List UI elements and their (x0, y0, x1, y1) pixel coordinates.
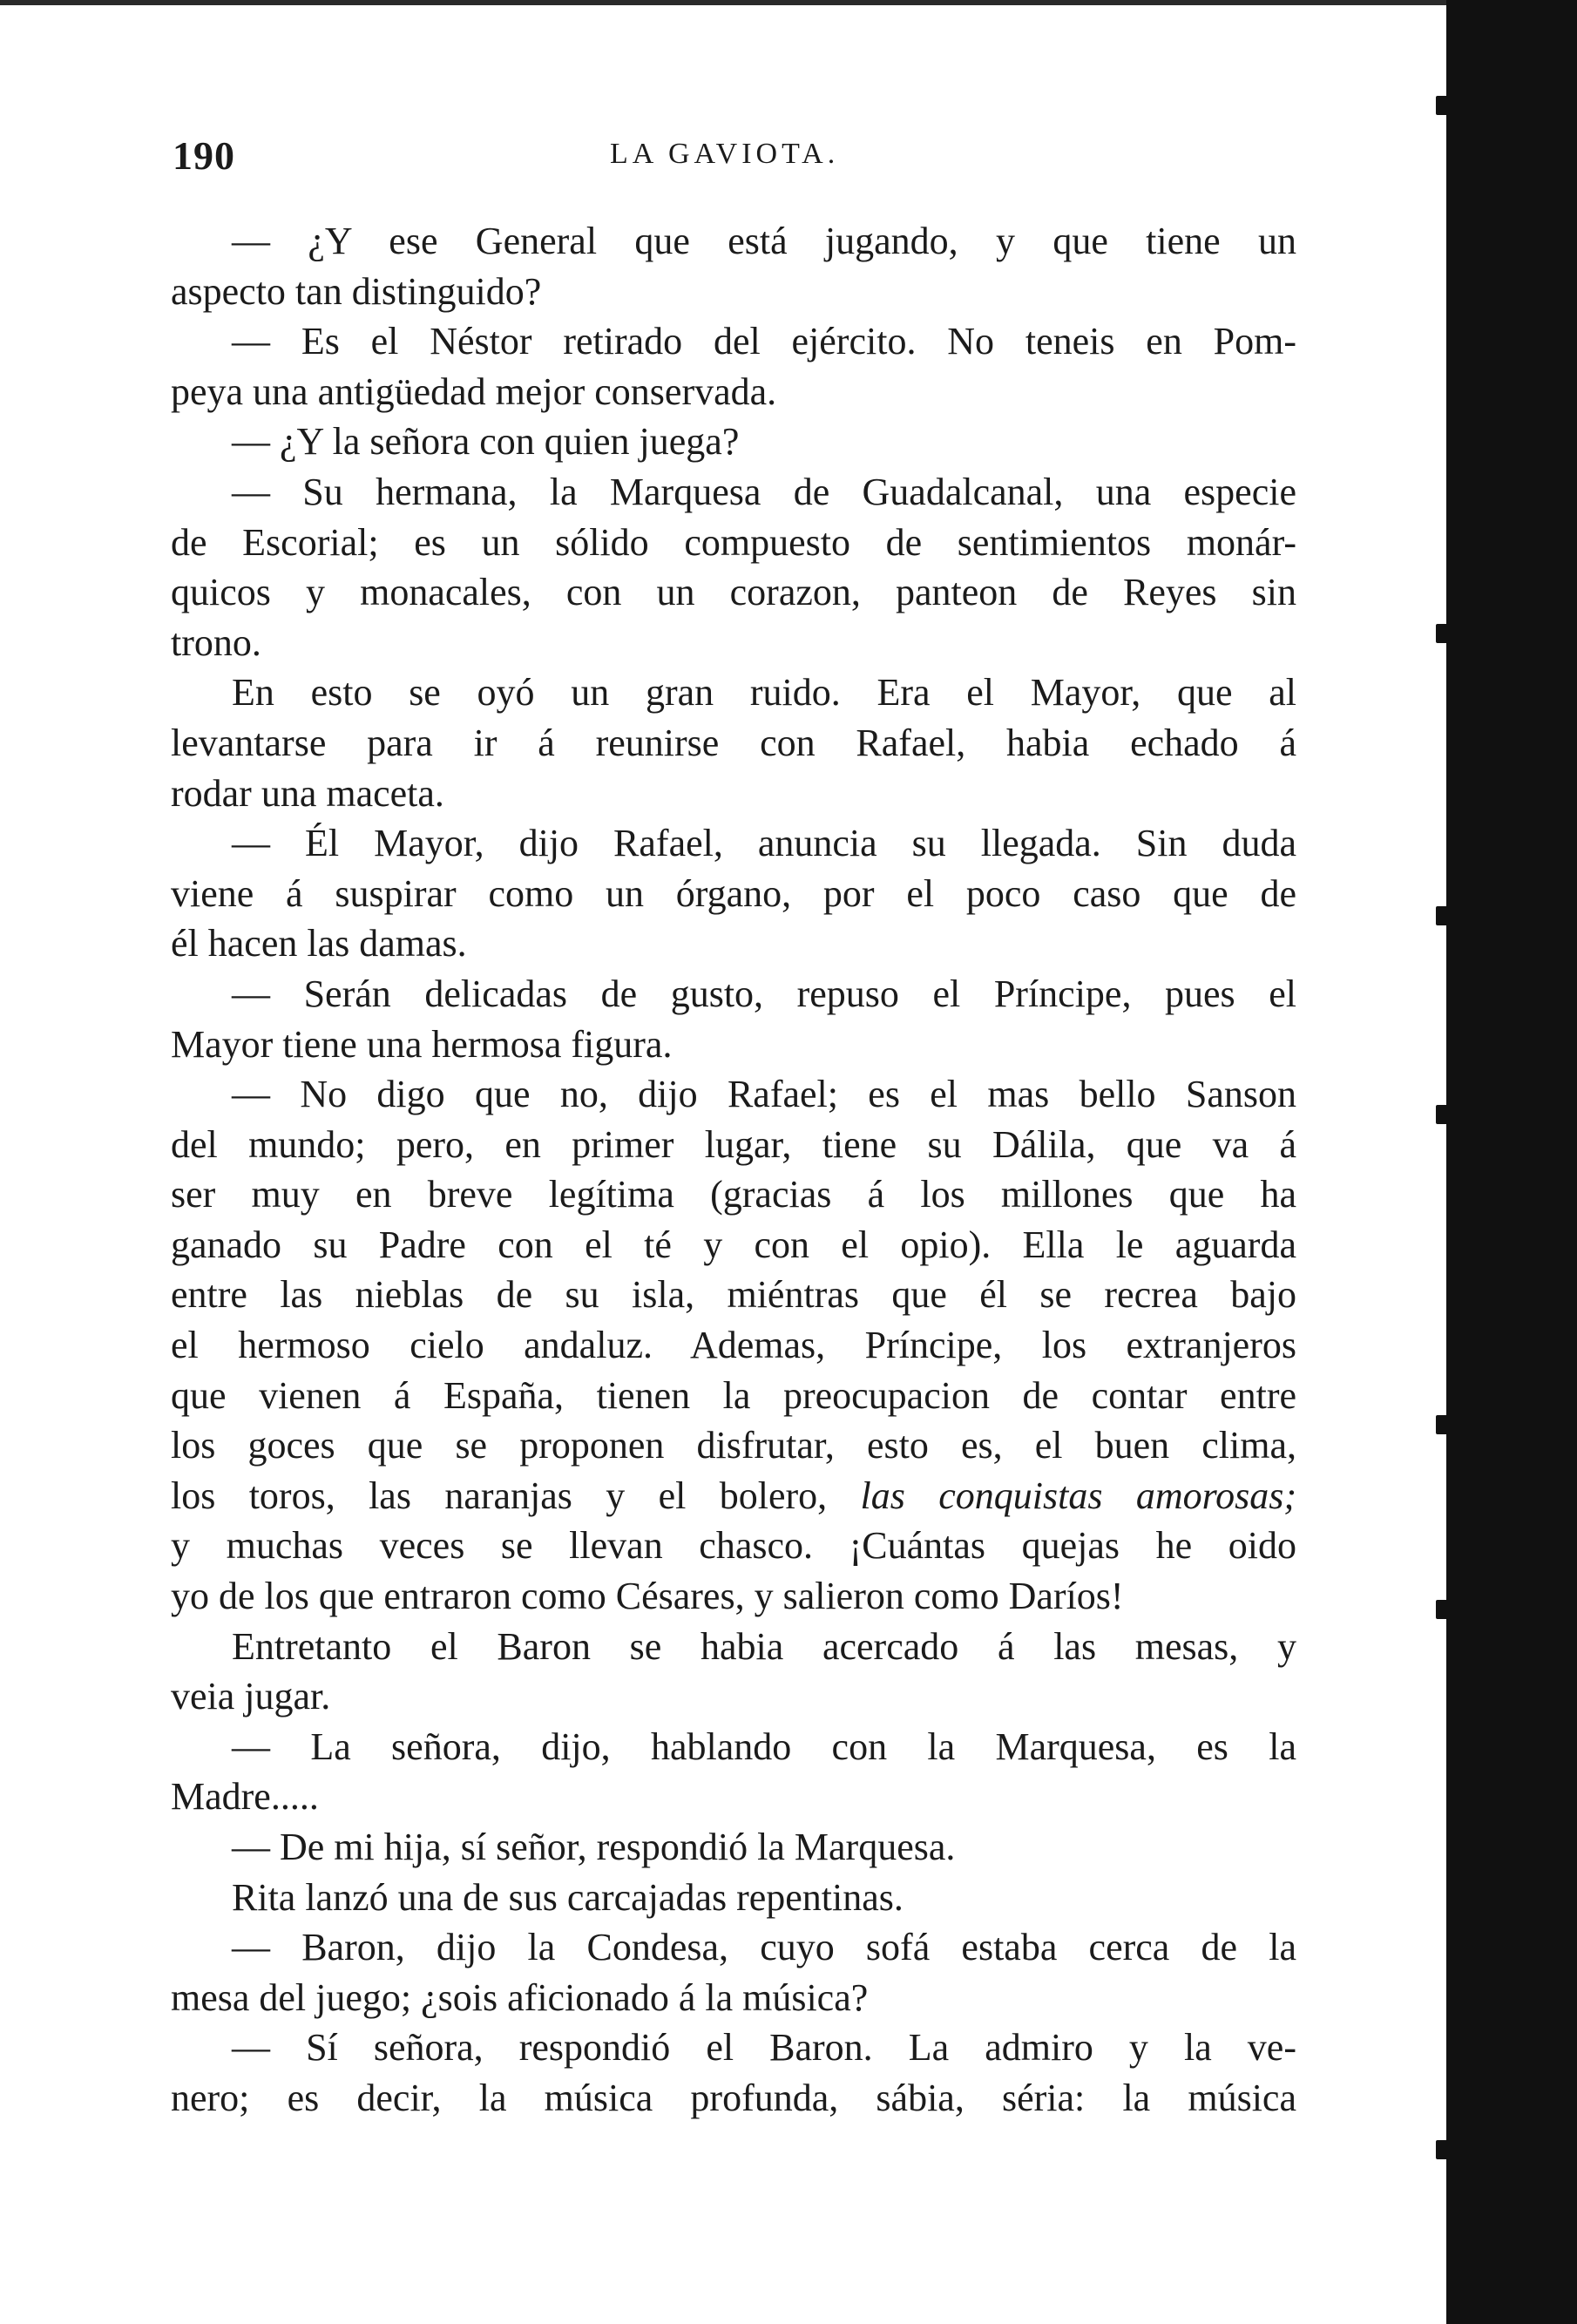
text-line: peya una antigüedad mejor conservada. (171, 369, 777, 413)
text-line: — Él Mayor, dijo Rafael, anuncia su llegada. Sin duda (232, 822, 1296, 865)
text-line: — Serán delicadas de gusto, repuso el Príncipe, pues el (232, 972, 1296, 1015)
text-line: rodar una maceta. (171, 771, 444, 815)
page-edge-mark (1436, 624, 1448, 643)
text-line: — Es el Néstor retirado del ejército. No teneis en Pom- (232, 320, 1296, 363)
text-line: del mundo; pero, en primer lugar, tiene su Dálila, que va á (171, 1122, 1296, 1166)
italic-phrase: las conquistas amorosas; (860, 1474, 1296, 1517)
text-line-lead: los toros, las naranjas y el bolero, (171, 1474, 861, 1517)
text-line: nero; es decir, la música profunda, sábia, séria: la música (171, 2076, 1296, 2119)
text-line: Madre..... (171, 1775, 319, 1819)
text-line: — ¿Y ese General que está jugando, y que tiene un (232, 220, 1296, 262)
text-line: los goces que se proponen disfrutar, esto es, el buen clima, (171, 1424, 1296, 1467)
text-line: entre las nieblas de su isla, miéntras que él se recrea bajo (171, 1273, 1296, 1317)
text-line: Mayor tiene una hermosa figura. (171, 1022, 673, 1066)
text-line: mesa del juego; ¿sois aficionado á la música? (171, 1975, 869, 2019)
text-line: él hacen las damas. (171, 922, 467, 966)
running-title: LA GAVIOTA. (610, 138, 840, 170)
text-line: ganado su Padre con el té y con el opio). Ella le aguarda (171, 1223, 1296, 1266)
scan-top-edge (0, 0, 1446, 5)
text-line: veia jugar. (171, 1675, 331, 1718)
text-line: — Baron, dijo la Condesa, cuyo sofá estaba cerca de la (232, 1926, 1296, 1969)
text-line: — De mi hija, sí señor, respondió la Marquesa. (232, 1826, 956, 1868)
page-edge-mark (1436, 2140, 1448, 2159)
page-edge-mark (1436, 906, 1448, 925)
text-line: levantarse para ir á reunirse con Rafael, habia echado á (171, 721, 1296, 764)
text-line: de Escorial; es un sólido compuesto de sentimientos monár- (171, 520, 1296, 564)
text-line: — No digo que no, dijo Rafael; es el mas bello Sanson (232, 1073, 1296, 1116)
text-line-with-italic (171, 1471, 1296, 1521)
page-edge-mark (1436, 1105, 1448, 1124)
text-line: que vienen á España, tienen la preocupacion de contar entre (171, 1373, 1296, 1417)
page-edge-mark (1436, 1415, 1448, 1434)
text-line: y muchas veces se llevan chasco. ¡Cuántas quejas he oido (171, 1524, 1296, 1568)
text-line: — Su hermana, la Marquesa de Guadalcanal, una especie (232, 470, 1296, 513)
text-line: aspecto tan distinguido? (171, 269, 542, 313)
text-line: yo de los que entraron como Césares, y salieron como Daríos! (171, 1575, 1124, 1618)
text-line: viene á suspirar como un órgano, por el poco caso que de (171, 871, 1296, 915)
text-line: el hermoso cielo andaluz. Ademas, Príncipe, los extranjeros (171, 1324, 1296, 1367)
text-line: quicos y monacales, con un corazon, panteon de Reyes sin (171, 571, 1296, 614)
text-line: — La señora, dijo, hablando con la Marquesa, es la (232, 1724, 1296, 1768)
text-line: ser muy en breve legítima (gracias á los millones que ha (171, 1173, 1296, 1216)
text-line: Rita lanzó una de sus carcajadas repentinas. (232, 1875, 904, 1919)
scan-right-edge (1446, 0, 1577, 2324)
text-line: — ¿Y la señora con quien juega? (232, 420, 740, 464)
text-line: trono. (171, 620, 261, 664)
text-line: Entretanto el Baron se habia acercado á las mesas, y (232, 1624, 1296, 1668)
text-line: — Sí señora, respondió el Baron. La admiro y la ve- (232, 2026, 1296, 2070)
page-edge-mark (1436, 1600, 1448, 1619)
page-edge-mark (1436, 96, 1448, 115)
text-line: En esto se oyó un gran ruido. Era el Mayor, que al (232, 671, 1296, 715)
body-text (171, 216, 1296, 2124)
page-number: 190 (173, 133, 235, 178)
